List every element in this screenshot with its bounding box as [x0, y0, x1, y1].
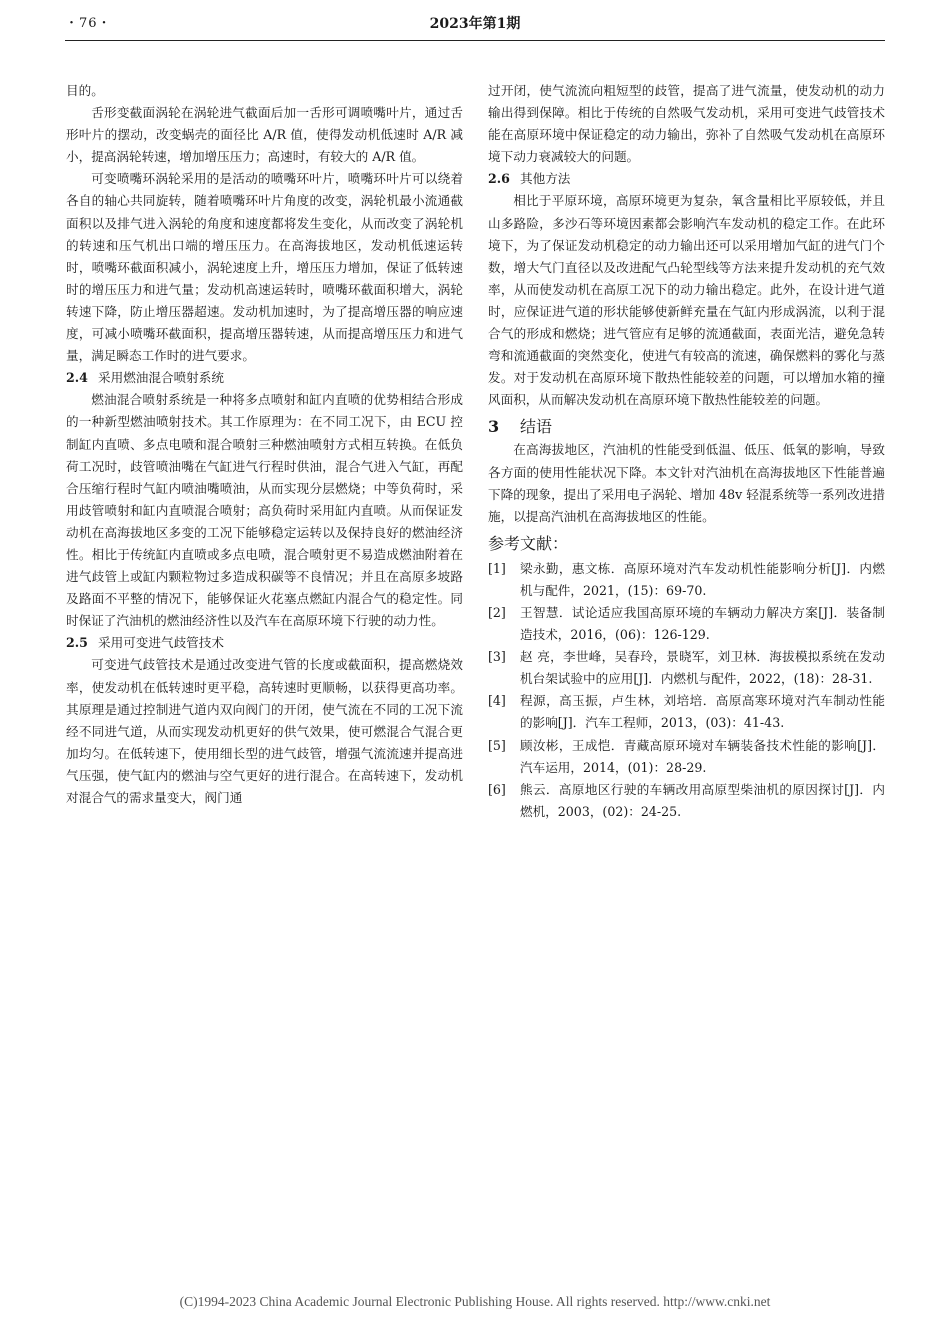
reference-item	[488, 646, 885, 690]
reference-item	[488, 779, 885, 823]
paragraph: 可变进气歧管技术是通过改变进气管的长度或截面积，提高燃烧效率，使发动机在低转速时更平稳，高转速时更顺畅，以获得更高功率。其原理是通过控制进气道内双向阀门的开闭，使气流在不同的工况下流经不同进气道，从而实现发动机更好的供气效果，使可燃混合气混合更加均匀。在低转速下，使用细长型的进气歧管，增强气流流速并提高进气压强，使气缸内的燃油与空气更好的进行混合。在高转速下，发动机对混合气的需求量变大，阀门通	[66, 657, 463, 805]
references-heading: 参考文献：	[488, 533, 569, 553]
paragraph: 相比于平原环境，高原环境更为复杂，氧含量相比平原较低，并且山多路险，多沙石等环境因素都会影响汽车发动机的稳定工作。在此环境下，为了保证发动机稳定的动力输出还可以采用增加气缸的进气门个数，增大气门直径以及改进配气凸轮型线等方法来提升发动机的充气效率，从而使发动机在高原工况下的动力输出稳定。此外，在设计进气道时，应保证进气道的形状能够使新鲜充量在气缸内形成涡流，以利于混合气的形成和燃烧；进气管应有足够的流通截面，表面光洁，避免急转弯和流通截面的突然变化，使进气有较高的流速，确保燃料的雾化与蒸发。对于发动机在高原环境下散热性能较差的问题，可以增加水箱的撞风面积，从而解决发动机在高原环境下散热性能较差的问题。	[488, 193, 885, 408]
section-title: 采用燃油混合喷射系统	[98, 370, 224, 386]
reference-item	[488, 690, 885, 734]
reference-item	[488, 735, 885, 779]
paragraph: 燃油混合喷射系统是一种将多点喷射和缸内直喷的优势相结合形成的一种新型燃油喷射技术。其工作原理为：在不同工况下，由 ECU 控制缸内直喷、多点电喷和混合喷射三种燃油喷射方式相互转换。在低负荷工况时，歧管喷油嘴在气缸进气行程时供油，混合气进入气缸，再配合压缩行程时气缸内喷油嘴喷油，从而实现分层燃烧；中等负荷时，采用歧管喷射和缸内直喷混合喷射；高负荷时采用缸内直喷。从而保证发动机在高海拔地区多变的工况下能够稳定运转以及保持良好的燃油经济性。相比于传统缸内直喷或多点电喷，混合喷射更不易造成燃油附着在进气歧管上或缸内颗粒物过多造成积碳等不良情况；并且在高原多坡路及路面不平整的情况下，能够保证火花塞点燃缸内混合气的稳定性。同时保证了汽油机的燃油经济性以及汽车在高原环境下行驶的动力性。	[66, 392, 463, 629]
section-number: 2.6	[488, 171, 510, 187]
reference-text: 顾汝彬，王成恺．青藏高原环境对车辆装备技术性能的影响[J]．汽车运用，2014，(01)：28-29.	[520, 737, 885, 775]
section-title: 结语	[520, 417, 553, 437]
section-heading-2-4	[66, 367, 463, 389]
reference-text: 王智慧．试论适应我国高原环境的车辆动力解决方案[J]．装备制造技术，2016，(06)：126-129.	[520, 604, 885, 643]
reference-tag: [5]	[488, 737, 506, 753]
section-number: 2.4	[66, 370, 88, 386]
reference-text: 梁永勤，惠文栋．高原环境对汽车发动机性能影响分析[J]．内燃机与配件，2021，(15)：69-70.	[520, 560, 885, 598]
paragraph: 在高海拔地区，汽油机的性能受到低温、低压、低氧的影响，导致各方面的使用性能状况下降。本文针对汽油机在高海拔地区下性能普遍下降的现象，提出了采用电子涡轮、增加 48v 轻混系统等一系列改进措施，以提高汽油机在高海拔地区的性能。	[488, 442, 885, 524]
section-title: 采用可变进气歧管技术	[98, 635, 224, 651]
page-number: ・76・	[65, 16, 112, 31]
paragraph: 舌形变截面涡轮在涡轮进气截面后加一舌形可调喷嘴叶片，通过舌形叶片的摆动，改变蜗壳的面径比 A/R 值，使得发动机低速时 A/R 减小，提高涡轮转速，增加增压压力；高速时，有较大的 A/R 值。	[66, 105, 463, 165]
paragraph: 可变喷嘴环涡轮采用的是活动的喷嘴环叶片，喷嘴环叶片可以绕着各自的轴心共同旋转，随着喷嘴环叶片角度的改变，涡轮机最小流通截面积以及排气进入涡轮的角度和速度都将发生变化，从而改变了涡轮机的转速和压气机出口端的增压压力。在高海拔地区，发动机低速运转时，喷嘴环截面积减小，涡轮速度上升，增压压力增加，保证了低转速时的增压压力和进气量；发动机高速运转时，喷嘴环截面积增大，涡轮转速下降，防止增压器超速。发动机加速时，为了提高增压器的响应速度，可减小喷嘴环截面积，提高增压器转速，从而提高增压压力和进气量，满足瞬态工作时的进气要求。	[66, 171, 463, 364]
section-number: 3	[488, 417, 500, 437]
copyright-footer: (C)1994-2023 China Academic Journal Electronic Publishing House. All rights reserved. http://www.cnki.net	[179, 1294, 771, 1309]
right-column	[488, 80, 885, 823]
reference-tag: [6]	[488, 781, 506, 797]
reference-tag: [1]	[488, 560, 506, 576]
reference-text: 熊云．高原地区行驶的车辆改用高原型柴油机的原因探讨[J]．内燃机，2003，(02)：24-25.	[520, 781, 885, 819]
section-heading-3	[488, 415, 885, 439]
reference-item	[488, 558, 885, 602]
paragraph: 目的。	[66, 83, 104, 98]
left-column	[66, 80, 463, 809]
reference-item	[488, 602, 885, 646]
reference-text: 程源，高玉振，卢生林，刘培培．高原高寒环境对汽车制动性能的影响[J]．汽车工程师，2013，(03)：41-43.	[520, 693, 885, 731]
journal-issue: 2023年第1期	[429, 16, 521, 32]
reference-tag: [4]	[488, 693, 506, 709]
reference-tag: [2]	[488, 604, 506, 620]
header-rule	[65, 40, 885, 41]
section-heading-2-6	[488, 168, 885, 190]
section-heading-2-5	[66, 632, 463, 654]
section-title: 其他方法	[520, 171, 571, 187]
reference-tag: [3]	[488, 649, 506, 665]
running-header	[65, 12, 885, 36]
paragraph: 过开闭，使气流流向粗短型的歧管，提高了进气流量，使发动机的动力输出得到保障。相比于传统的自然吸气发动机，采用可变进气歧管技术能在高原环境中保证稳定的动力输出，弥补了自然吸气发动机在高原环境下动力衰减较大的问题。	[488, 83, 885, 165]
reference-text: 赵 亮，李世峰，吴春玲，景晓军，刘卫林．海拔模拟系统在发动机台架试验中的应用[J]．内燃机与配件，2022，(18)：28-31.	[520, 649, 885, 687]
section-number: 2.5	[66, 635, 88, 651]
